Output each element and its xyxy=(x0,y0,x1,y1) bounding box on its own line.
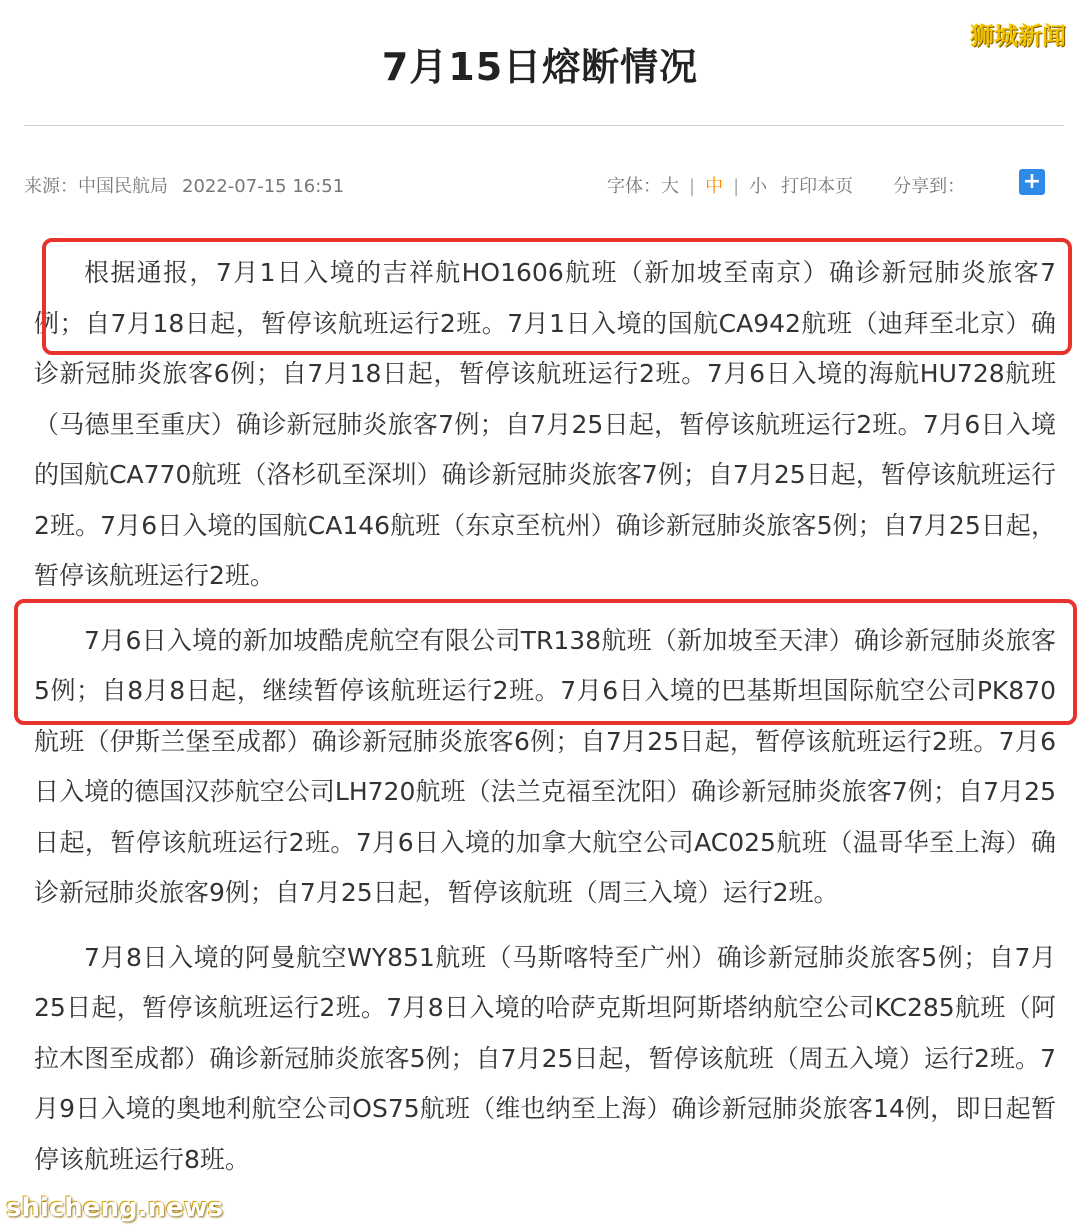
article-datetime: 2022-07-15 16:51 xyxy=(182,176,345,197)
article-paragraph: 7月6日入境的新加坡酷虎航空有限公司TR138航班（新加坡至天津）确诊新冠肺炎旅客5例；自8月8日起，继续暂停该航班运行2班。7月6日入境的巴基斯坦国际航空公司PK870航班（伊斯兰堡至成都）确诊新冠肺炎旅客6例；自7月25日起，暂停该航班运行2班。7月6日入境的德国汉莎航空公司LH720航班（法兰克福至沈阳）确诊新冠肺炎旅客7例；自7月25日起，暂停该航班运行2班。7月6日入境的加拿大航空公司AC025航班（温哥华至上海）确诊新冠肺炎旅客9例；自7月25日起，暂停该航班（周三入境）运行2班。 xyxy=(34,625,1056,907)
title-divider xyxy=(24,125,1064,126)
font-size-label: 字体： xyxy=(607,176,661,197)
font-size-small-button[interactable]: 小 xyxy=(749,176,768,197)
article-paragraph: 7月8日入境的阿曼航空WY851航班（马斯喀特至广州）确诊新冠肺炎旅客5例；自7月25日起，暂停该航班运行2班。7月8日入境的哈萨克斯坦阿斯塔纳航空公司KC285航班（阿拉木图至成都）确诊新冠肺炎旅客5例；自7月25日起，暂停该航班（周五入境）运行2班。7月9日入境的奥地利航空公司OS75航班（维也纳至上海）确诊新冠肺炎旅客14例，即日起暂停该航班运行8班。 xyxy=(34,942,1056,1174)
article-source: 来源：中国民航局 xyxy=(24,176,168,197)
share-plus-icon[interactable]: + xyxy=(1019,169,1045,195)
print-page-link[interactable]: 打印本页 xyxy=(781,176,854,197)
highlight-box-scoot-flight xyxy=(14,599,1077,725)
article-meta xyxy=(24,172,344,198)
font-size-medium-button[interactable]: 中 xyxy=(705,176,724,197)
watermark-logo-top: 狮城新闻 xyxy=(970,22,1066,50)
share-label: 分享到： xyxy=(893,176,966,197)
font-size-large-button[interactable]: 大 xyxy=(661,176,679,197)
article-title: 7月15日熔断情况 xyxy=(381,45,699,89)
highlight-box-juneyao-flight xyxy=(42,238,1072,355)
watermark-site-bottom: shicheng.news xyxy=(6,1193,224,1223)
article-paragraph: 根据通报，7月1日入境的吉祥航HO1606航班（新加坡至南京）确诊新冠肺炎旅客7例；自7月18日起，暂停该航班运行2班。7月1日入境的国航CA942航班（迪拜至北京）确诊新冠肺炎旅客6例；自7月18日起，暂停该航班运行2班。7月6日入境的海航HU728航班（马德里至重庆）确诊新冠肺炎旅客7例；自7月25日起，暂停该航班运行2班。7月6日入境的国航CA770航班（洛杉矶至深圳）确诊新冠肺炎旅客7例；自7月25日起，暂停该航班运行2班。7月6日入境的国航CA146航班（东京至杭州）确诊新冠肺炎旅客5例；自7月25日起，暂停该航班运行2班。 xyxy=(34,258,1056,590)
article-toolbar: 字体：大 | 中 | 小 打印本页 分享到： xyxy=(607,176,966,197)
